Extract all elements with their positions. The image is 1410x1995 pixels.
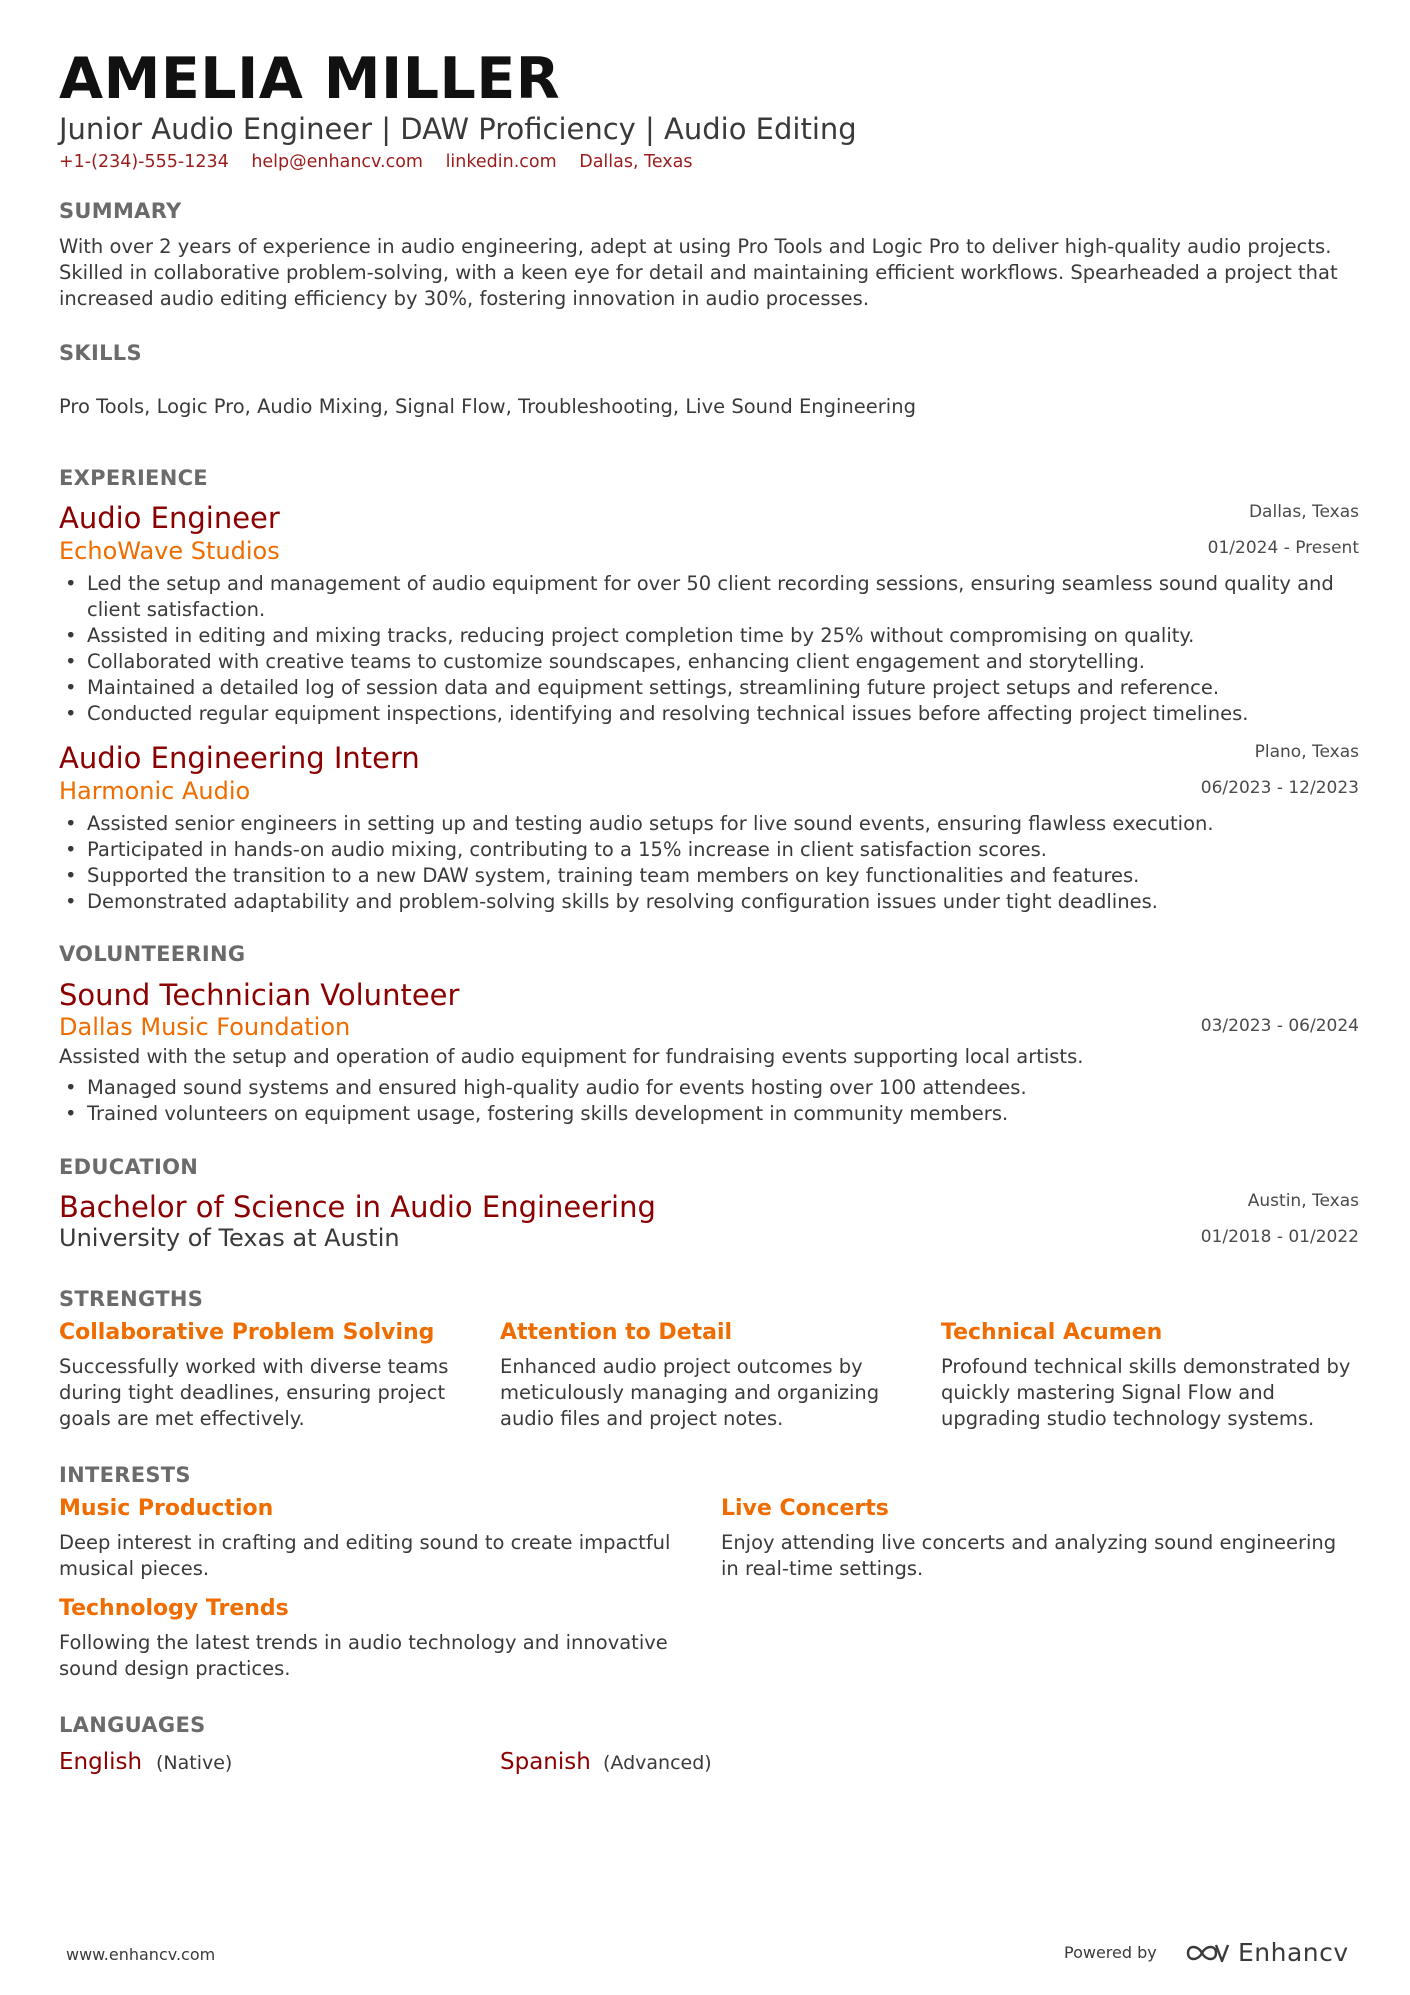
interests-heading: INTERESTS xyxy=(59,1463,191,1487)
contact-linkedin[interactable]: linkedin.com xyxy=(445,152,557,172)
summary-heading: SUMMARY xyxy=(59,199,182,223)
interest-text: Following the latest trends in audio technology and innovative sound design practices. xyxy=(59,1631,668,1680)
job-company: EchoWave Studios xyxy=(59,537,280,565)
candidate-name: AMELIA MILLER xyxy=(59,46,561,112)
experience-heading: EXPERIENCE xyxy=(59,466,208,490)
list-item: • Collaborated with creative teams to customize soundscapes, enhancing client engagement and storytelling. xyxy=(59,649,1359,675)
interest-title: Music Production xyxy=(59,1496,274,1521)
job-title: Audio Engineer xyxy=(59,501,280,535)
strength-title: Technical Acumen xyxy=(941,1320,1163,1345)
languages-heading: LANGUAGES xyxy=(59,1713,206,1737)
contact-phone[interactable]: +1-(234)-555-1234 xyxy=(59,152,229,172)
language-level: (Native) xyxy=(156,1752,233,1774)
strengths-heading: STRENGTHS xyxy=(59,1287,204,1311)
contact-email[interactable]: help@enhancv.com xyxy=(251,152,423,172)
summary-text: With over 2 years of experience in audio engineering, adept at using Pro Tools and Logic Pro to deliver high-quality audio projects. Skilled in collaborative problem-solving, with a keen eye for detail and maintaining efficient workflows. Spearheaded a project that increased audio editing efficiency by 30%, fostering innovation in audio processes. xyxy=(59,235,1338,310)
strength-text: Enhanced audio project outcomes by meticulously managing and organizing audio files and project notes. xyxy=(500,1355,880,1430)
strength-text: Profound technical skills demonstrated by quickly mastering Signal Flow and upgrading studio technology systems. xyxy=(941,1355,1351,1430)
skills-heading: SKILLS xyxy=(59,341,142,365)
volunteer-role: Sound Technician Volunteer xyxy=(59,978,460,1012)
footer-url[interactable]: www.enhancv.com xyxy=(66,1945,216,1964)
list-item: • Maintained a detailed log of session data and equipment settings, streamlining future project setups and reference. xyxy=(59,675,1359,701)
skills-text: Pro Tools, Logic Pro, Audio Mixing, Signal Flow, Troubleshooting, Live Sound Engineering xyxy=(59,395,916,418)
interest-title: Technology Trends xyxy=(59,1596,289,1621)
education-heading: EDUCATION xyxy=(59,1155,199,1179)
volunteering-heading: VOLUNTEERING xyxy=(59,942,246,966)
list-item: • Trained volunteers on equipment usage, fostering skills development in community members. xyxy=(59,1101,1359,1127)
enhancv-logo-icon xyxy=(1184,1939,1230,1967)
footer-brand: Enhancv xyxy=(1238,1938,1349,1967)
contact-location: Dallas, Texas xyxy=(579,152,693,172)
job-bullets xyxy=(59,571,1359,727)
list-item: • Managed sound systems and ensured high-quality audio for events hosting over 100 attendees. xyxy=(59,1075,1359,1101)
list-item: • Assisted in editing and mixing tracks, reducing project completion time by 25% without compromising on quality. xyxy=(59,623,1359,649)
job-location: Plano, Texas xyxy=(1254,742,1359,762)
volunteer-bullets xyxy=(59,1075,1359,1127)
education-dates: 01/2018 - 01/2022 xyxy=(1200,1227,1359,1247)
enhancv-logo[interactable] xyxy=(1184,1938,1349,1968)
language-name: English xyxy=(59,1749,143,1775)
volunteer-org: Dallas Music Foundation xyxy=(59,1013,351,1041)
list-item: • Participated in hands-on audio mixing, contributing to a 15% increase in client satisfaction scores. xyxy=(59,837,1359,863)
job-company: Harmonic Audio xyxy=(59,777,251,805)
list-item: • Led the setup and management of audio equipment for over 50 client recording sessions, ensuring seamless sound quality and client satisfaction. xyxy=(59,571,1359,623)
strength-text: Successfully worked with diverse teams during tight deadlines, ensuring project goals are met effectively. xyxy=(59,1355,449,1430)
candidate-headline: Junior Audio Engineer | DAW Proficiency | Audio Editing xyxy=(59,112,857,146)
list-item: • Conducted regular equipment inspections, identifying and resolving technical issues before affecting project timelines. xyxy=(59,701,1359,727)
job-dates: 06/2023 - 12/2023 xyxy=(1200,778,1359,798)
footer-powered-by: Powered by xyxy=(1064,1943,1157,1962)
volunteer-dates: 03/2023 - 06/2024 xyxy=(1200,1016,1359,1036)
volunteer-description: Assisted with the setup and operation of audio equipment for fundraising events supporting local artists. xyxy=(59,1045,1084,1068)
interest-text: Deep interest in crafting and editing sound to create impactful musical pieces. xyxy=(59,1531,671,1580)
job-title: Audio Engineering Intern xyxy=(59,741,420,775)
language-level: (Advanced) xyxy=(603,1752,712,1774)
job-bullets xyxy=(59,811,1359,915)
education-degree: Bachelor of Science in Audio Engineering xyxy=(59,1190,656,1224)
interest-text: Enjoy attending live concerts and analyzing sound engineering in real-time settings. xyxy=(721,1531,1337,1580)
interest-title: Live Concerts xyxy=(721,1496,889,1521)
list-item: • Supported the transition to a new DAW system, training team members on key functionalities and features. xyxy=(59,863,1359,889)
education-school: University of Texas at Austin xyxy=(59,1224,400,1252)
language-name: Spanish xyxy=(500,1749,591,1775)
job-location: Dallas, Texas xyxy=(1248,502,1359,522)
job-dates: 01/2024 - Present xyxy=(1207,538,1359,558)
strength-title: Attention to Detail xyxy=(500,1320,733,1345)
strength-title: Collaborative Problem Solving xyxy=(59,1320,435,1345)
list-item: • Assisted senior engineers in setting up and testing audio setups for live sound events, ensuring flawless execution. xyxy=(59,811,1359,837)
education-location: Austin, Texas xyxy=(1247,1191,1359,1211)
list-item: • Demonstrated adaptability and problem-solving skills by resolving configuration issues under tight deadlines. xyxy=(59,889,1359,915)
contact-line xyxy=(59,150,710,174)
